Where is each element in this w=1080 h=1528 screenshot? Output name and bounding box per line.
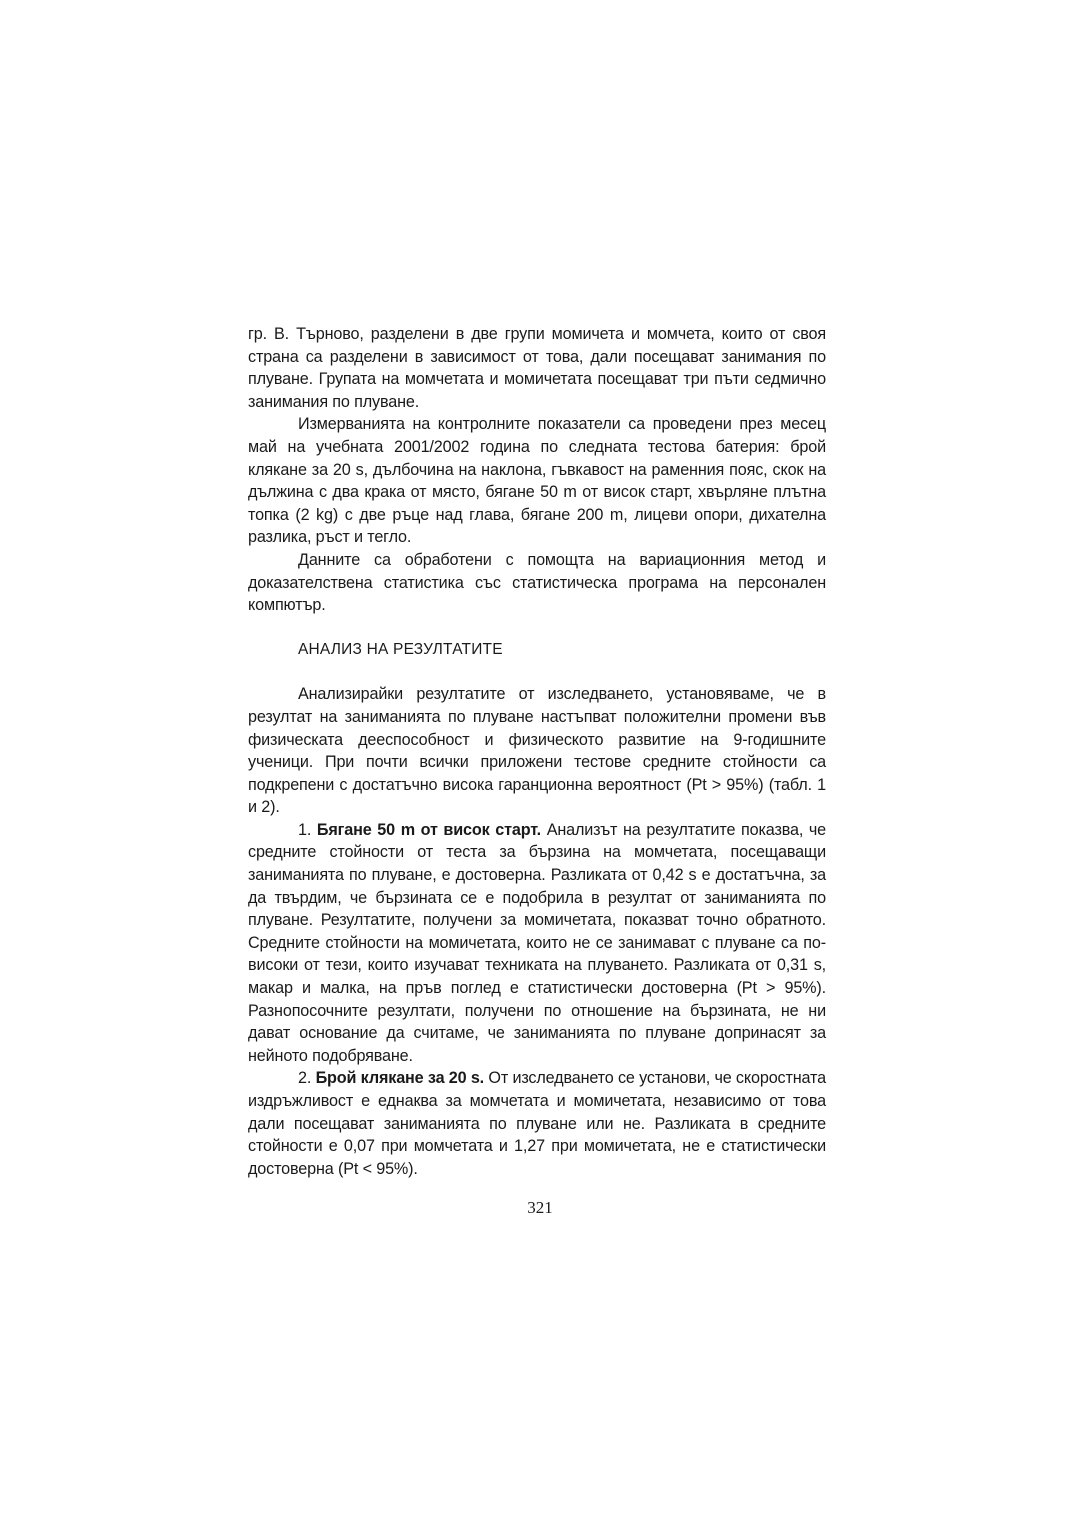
- item-2-title: Брой клякане за 20 s.: [315, 1069, 485, 1088]
- paragraph-measurements: Измерванията на контролните показатели са проведени през месец май на учебната 2001/2002 година по следната тестова батерия: брой клякане за 20 s, дълбочина на наклона, гъвкавост на раменния пояс, скок на дължина с два крака от място, бягане 50 m от висок старт, хвърляне плътна топка (2 kg) с две ръце над глава, бягане 200 m, лицеви опори, дихателна разлика, ръст и тегло.: [248, 415, 826, 547]
- paragraph-item-2: [248, 1067, 826, 1180]
- item-1-number: 1.: [298, 820, 312, 839]
- item-1-title: Бягане 50 m от висок старт.: [316, 820, 541, 839]
- item-2-text: От изследването се установи, че скоростната издръжливост е еднаква за момчетата и момичетата, независимо от това дали посещават заниманията по плуване или не. Разликата в средните стойности е 0,07 при момчетата и 1,27 при момичетата, не е статистически достоверна (Pt < 95%).: [248, 1069, 826, 1178]
- page-number: 321: [527, 1198, 553, 1217]
- item-2-number: 2.: [298, 1069, 312, 1088]
- paragraph-processing: Данните са обработени с помощта на вариационния метод и доказателствена статистика със статистическа програма на персонален компютър.: [248, 550, 826, 615]
- item-1-text: Анализът на резултатите показва, че средните стойности от теста за бързина на момчетата, посещаващи заниманията по плуване, е достоверна. Разликата от 0,42 s е достатъчна, за да твърдим, че бързината се е подобрила в резултат от заниманията по плуване. Резултатите, получени за момичетата, показват точно обратното. Средните стойности на момичетата, които не се занимават с плуване са по-високи от тези, които изучават техниката на плуването. Разликата от 0,31 s, макар и малка, на пръв поглед е статистически достоверна (Pt > 95%). Разнопосочните резултати, получени по отношение на бързината, не ни дават основание да считаме, че заниманията по плуване допринасят за нейното подобряване.: [248, 820, 827, 1065]
- section-heading: АНАЛИЗ НА РЕЗУЛТАТИТЕ: [298, 640, 503, 658]
- paragraph-intro: гр. В. Търново, разделени в две групи момичета и момчета, които от своя страна са разделени в зависимост от това, дали посещават занимания по плуване. Групата на момчетата и момичетата посещават три пъти седмично занимания по плуване.: [248, 325, 826, 411]
- paragraph-analysis: Анализирайки резултатите от изследването, установяваме, че в резултат на заниманията по плуване настъпват положителни промени във физическата дееспособност и физическото развитие на 9-годишните ученици. При почти всички приложени тестове средните стойности са подкрепени с достатъчно висока гаранционна вероятност (Pt > 95%) (табл. 1 и 2).: [248, 685, 826, 817]
- body-text: [248, 323, 826, 1180]
- paragraph-item-1: [248, 819, 826, 1068]
